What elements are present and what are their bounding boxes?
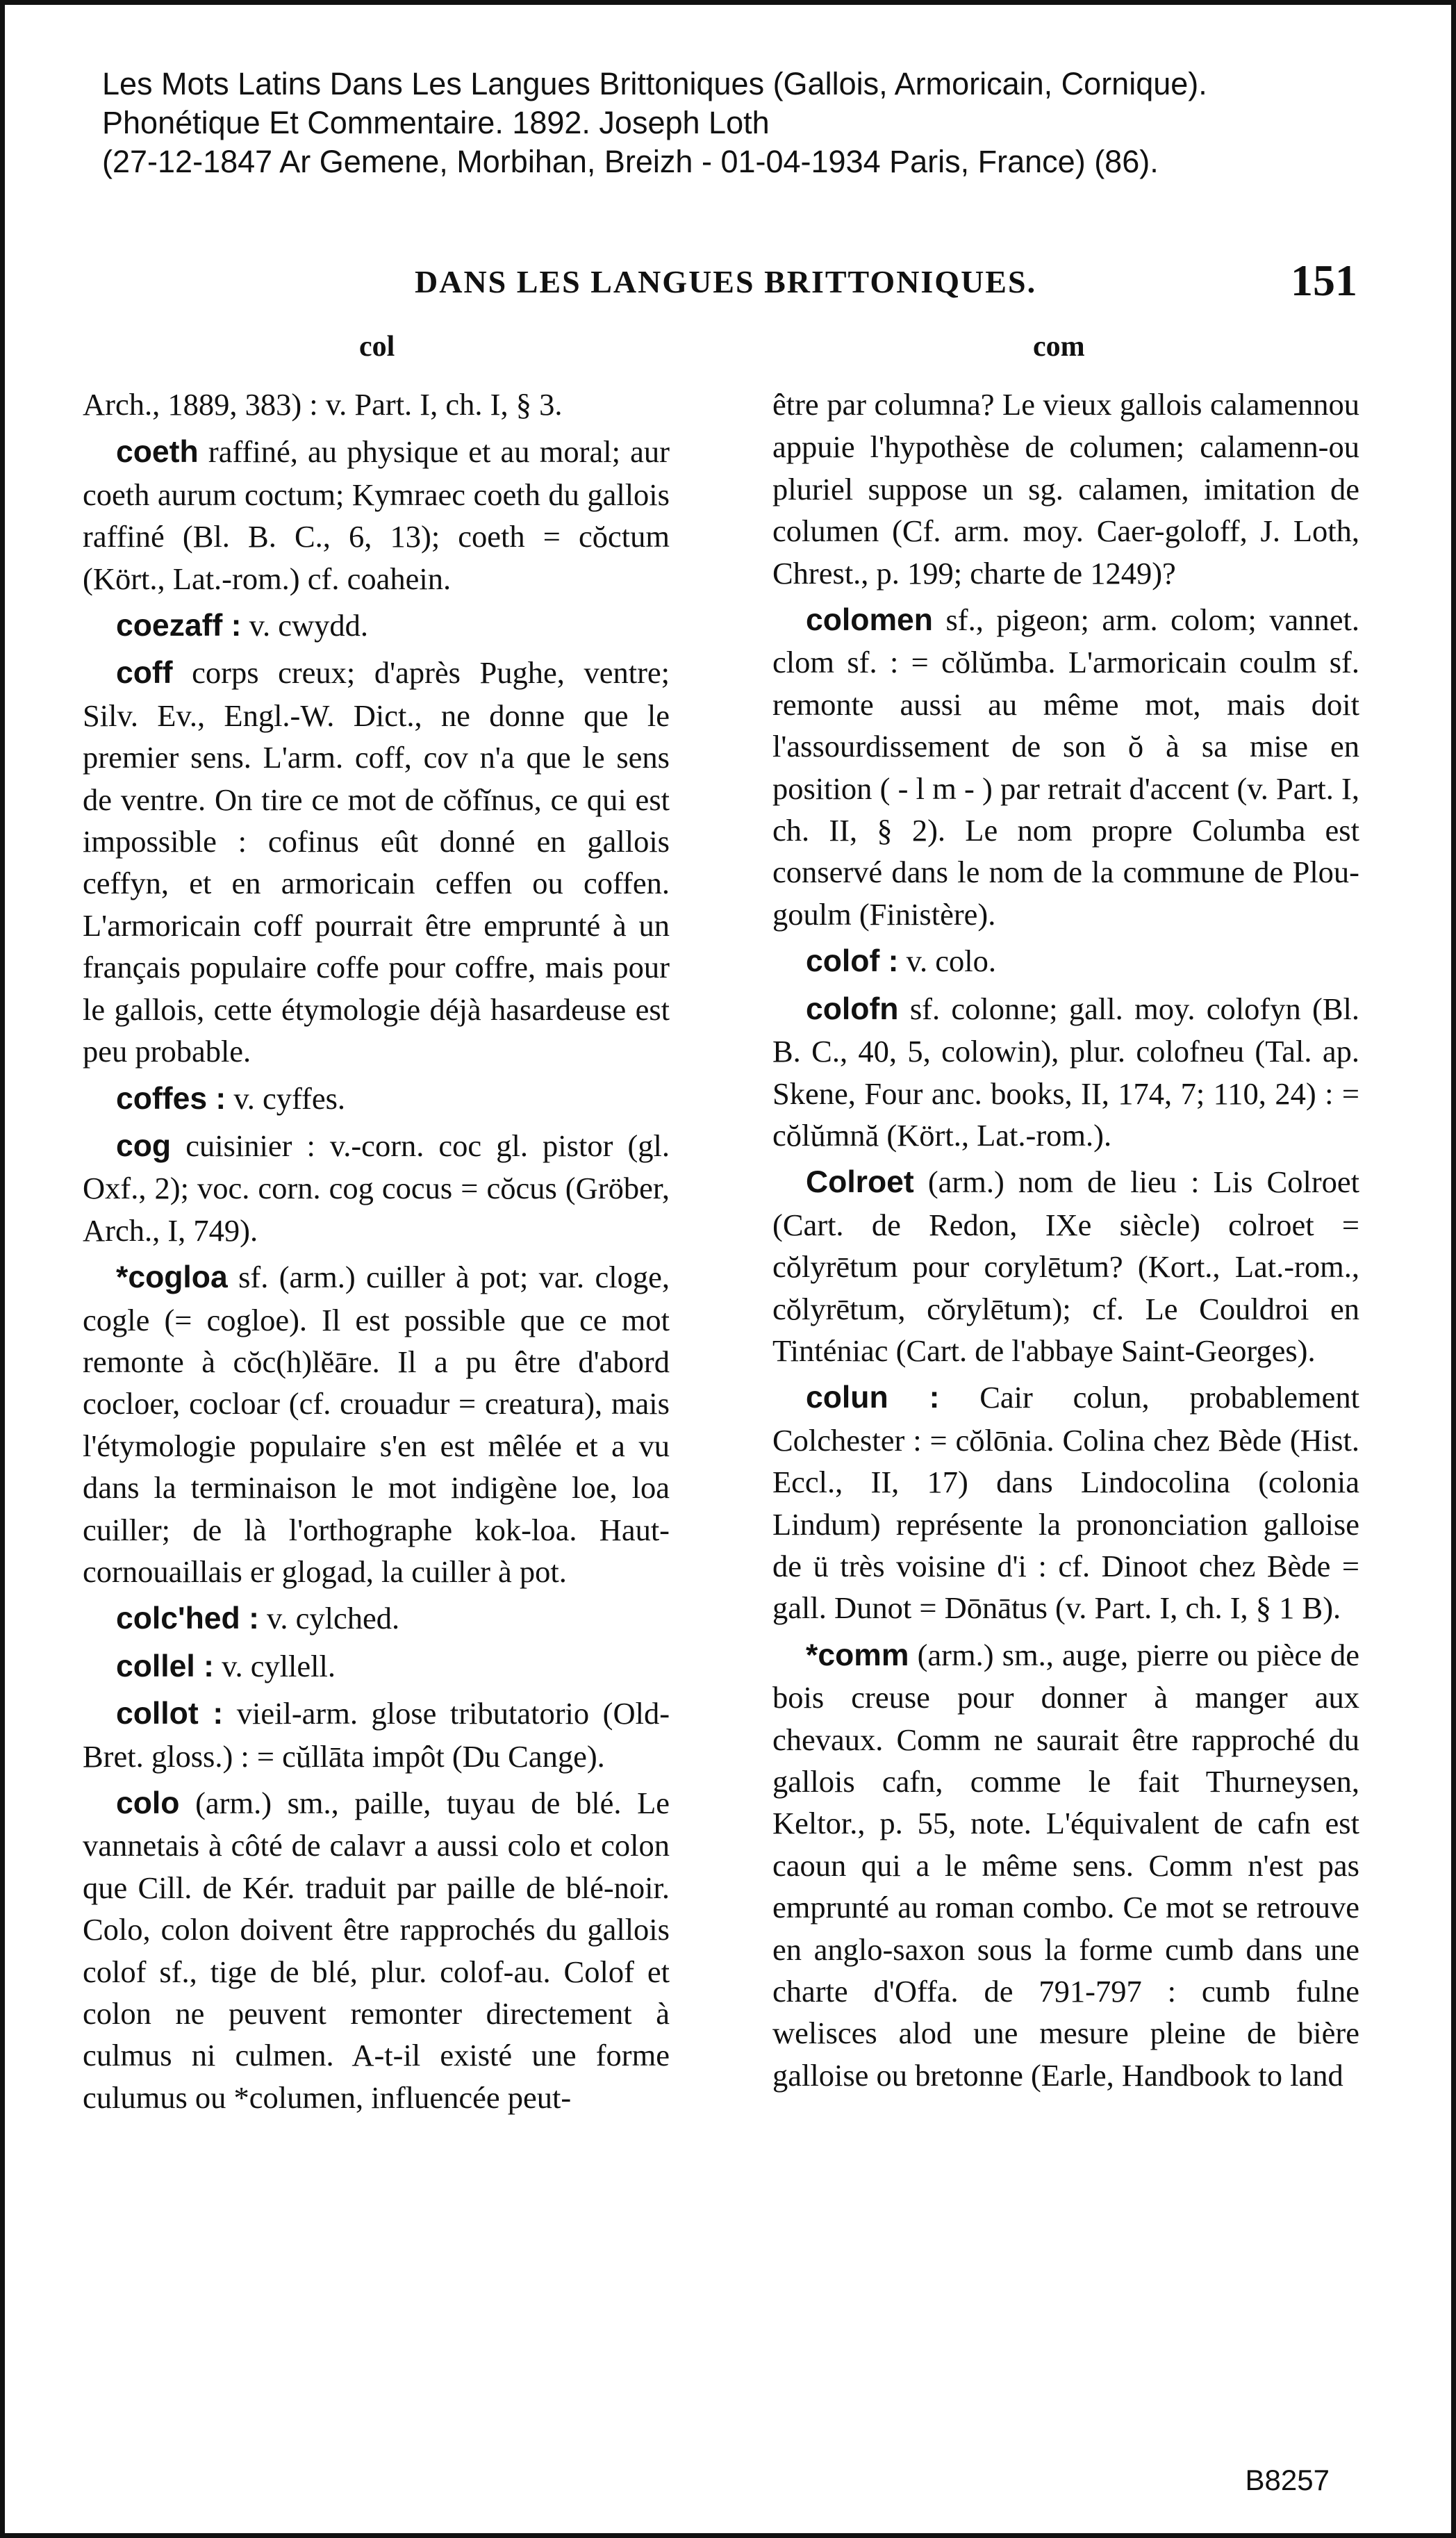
- entry-headword: coff: [116, 656, 173, 691]
- page-number: 151: [1291, 256, 1357, 305]
- entry-text: Cair colun, probablement Colchester : = cŏlōnia. Colina chez Bède (Hist. Eccl., II, 17) dans Lindocolina (colonia Lindum) représente la prononciation galloise de ü très voisine d'i : cf. Dinoot chez Bède = gall. Dunot = Dōnātus (v. Part. I, ch. I, § 1 B).: [772, 1380, 1359, 1626]
- entry-text: Arch., 1889, 383) : v. Part. I, ch. I, § 3.: [83, 387, 563, 422]
- left-column-guide-word: col: [359, 331, 395, 363]
- dictionary-entry: [772, 1376, 1359, 1629]
- entry-headword: *cogloa: [116, 1260, 228, 1295]
- entry-text: v. cwydd.: [249, 608, 368, 643]
- dictionary-entry: [83, 1256, 670, 1592]
- dictionary-entry: [772, 1634, 1359, 2096]
- running-head: DANS LES LANGUES BRITTONIQUES.: [415, 264, 1037, 299]
- header-note-line: (27-12-1847 Ar Gemene, Morbihan, Breizh - 01-04-1934 Paris, France) (86).: [102, 144, 1159, 179]
- dictionary-entry: [83, 1645, 670, 1688]
- entry-text: v. cylched.: [267, 1601, 400, 1636]
- entry-headword: colun :: [806, 1381, 940, 1415]
- archive-code: B8257: [1245, 2464, 1330, 2496]
- entry-text: (arm.) nom de lieu : Lis Colroet (Cart. de Redon, IXe siècle) colroet = cŏlyrētum pour corylētum? (Kort., Lat.-rom., cŏlyrētum, cŏrylētum); cf. Le Couldroi en Tinténiac (Cart. de l'abbaye Saint-Georges).: [772, 1164, 1359, 1368]
- entry-text: raffiné, au physique et au moral; aur coeth aurum coctum; Kymraec coeth du gallois raffiné (Bl. B. C., 6, 13); coeth = cŏctum (Kört., Lat.-rom.) cf. coahein.: [83, 434, 670, 596]
- dictionary-entry: [772, 599, 1359, 935]
- entry-text: être par columna? Le vieux gallois calamennou appuie l'hypothèse de columen; calamenn-ou pluriel suppose un sg. calamen, imitation de columen (Cf. arm. moy. Caer-goloff, J. Loth, Chrest., p. 199; charte de 1249)?: [772, 387, 1359, 591]
- entry-text: sf., pigeon; arm. colom; vannet. clom sf. : = cŏlŭmba. L'armoricain coulm sf. remonte aussi au même mot, mais doit l'assourdissement de son ŏ à sa mise en position ( - l m - ) par retrait d'accent (v. Part. I, ch. II, § 2). Le nom propre Columba est conservé dans le nom de la commune de Plou-goulm (Finistère).: [772, 602, 1359, 932]
- header-note-line: Phonétique Et Commentaire. 1892. Joseph Loth: [102, 105, 770, 140]
- dictionary-entry: [83, 384, 670, 426]
- entry-text: sf. colonne; gall. moy. colofyn (Bl. B. C., 40, 5, colowin), plur. colofneu (Tal. ap. Skene, Four anc. books, II, 174, 7; 110, 24) : = cŏlŭmnă (Kört., Lat.-rom.).: [772, 991, 1360, 1153]
- entry-headword: coeth: [116, 435, 199, 470]
- entry-headword: colomen: [806, 603, 933, 638]
- dictionary-entry: [83, 1125, 670, 1251]
- dictionary-entry: [772, 384, 1359, 594]
- catalog-header-note: [102, 65, 1387, 181]
- entry-text: v. cyllell.: [222, 1648, 336, 1683]
- right-column-guide-word: com: [1033, 331, 1085, 363]
- entry-text: sf. (arm.) cuiller à pot; var. cloge, cogle (= cogloe). Il est possible que ce mot remonte à cŏc(h)lĕāre. Il a pu être d'abord cocloer, cocloar (cf. crouadur = creatura), mais l'étymologie populaire s'en est mêlée et a vu dans la terminaison le mot indigène loe, loa cuiller; de là l'orthographe kok-loa. Haut-cornouaillais er glogad, la cuiller à pot.: [83, 1260, 670, 1589]
- entry-text: vieil-arm. glose tributatorio (Old-Bret. gloss.) : = cŭllāta impôt (Du Cange).: [83, 1696, 670, 1774]
- dictionary-entry: [772, 940, 1359, 982]
- entry-text: v. colo.: [906, 943, 996, 979]
- entry-headword: collel :: [116, 1649, 214, 1683]
- entry-headword: colof :: [806, 944, 899, 979]
- dictionary-entry: [83, 1078, 670, 1120]
- entry-headword: cog: [116, 1128, 172, 1163]
- entry-text: (arm.) sm., paille, tuyau de blé. Le vannetais à côté de calavr a aussi colo et colon que Cill. de Kér. traduit par paille de blé-noir. Colo, colon doivent être rapprochés du gallois colof sf., tige de blé, plur. colof-au. Colof et colon ne peuvent remonter directement à culmus ni culmen. A-t-il existé une forme culumus ou *columen, influencée peut-: [83, 1786, 670, 2115]
- dictionary-entry: [83, 431, 670, 600]
- entry-text: corps creux; d'après Pughe, ventre; Silv. Ev., Engl.-W. Dict., ne donne que le premier sens. L'arm. coff, cov n'a que le sens de ventre. On tire ce mot de cŏfĭnus, ce qui est impossible : cofinus eût donné en gallois ceffyn, et en armoricain ceffen ou coffen. L'armoricain coff pourrait être emprunté à un français populaire coffe pour coffre, mais pour le gallois, cette étymologie déjà hasardeuse est peu probable.: [83, 655, 670, 1069]
- dictionary-entry: [772, 988, 1359, 1157]
- entry-text: v. cyffes.: [233, 1080, 346, 1116]
- entry-headword: coezaff :: [116, 609, 242, 643]
- dictionary-entry: [83, 1597, 670, 1640]
- header-note-line: Les Mots Latins Dans Les Langues Brittoniques (Gallois, Armoricain, Cornique).: [102, 66, 1207, 101]
- entry-headword: coffes :: [116, 1081, 226, 1116]
- entry-headword: collot :: [116, 1697, 224, 1731]
- entry-headword: colc'hed :: [116, 1601, 259, 1636]
- entry-headword: colo: [116, 1786, 180, 1820]
- entry-headword: colofn: [806, 991, 899, 1026]
- dictionary-entry: [83, 652, 670, 1072]
- entry-headword: *comm: [806, 1638, 909, 1672]
- entry-text: cuisinier : v.-corn. coc gl. pistor (gl. Oxf., 2); voc. corn. cog cocus = cŏcus (Gröber, Arch., I, 749).: [83, 1128, 670, 1248]
- right-column: [772, 384, 1359, 2101]
- dictionary-entry: [83, 604, 670, 647]
- dictionary-entry: [83, 1782, 670, 2118]
- dictionary-entry: [83, 1692, 670, 1777]
- left-column: [83, 384, 670, 2123]
- entry-text: (arm.) sm., auge, pierre ou pièce de bois creuse pour donner à manger aux chevaux. Comm ne saurait être rapproché du gallois cafn, comme le fait Thurneysen, Keltor., p. 55, note. L'équivalent de cafn est caoun qui a le même sens. Comm n'est pas emprunté au roman combo. Ce mot se retrouve en anglo-saxon sous la forme cumb dans une charte d'Offa. de 791-797 : cumb fulne welisces alod une mesure pleine de bière galloise ou bretonne (Earle, Handbook to land: [772, 1637, 1359, 2093]
- dictionary-entry: [772, 1161, 1359, 1371]
- entry-headword: Colroet: [806, 1165, 914, 1200]
